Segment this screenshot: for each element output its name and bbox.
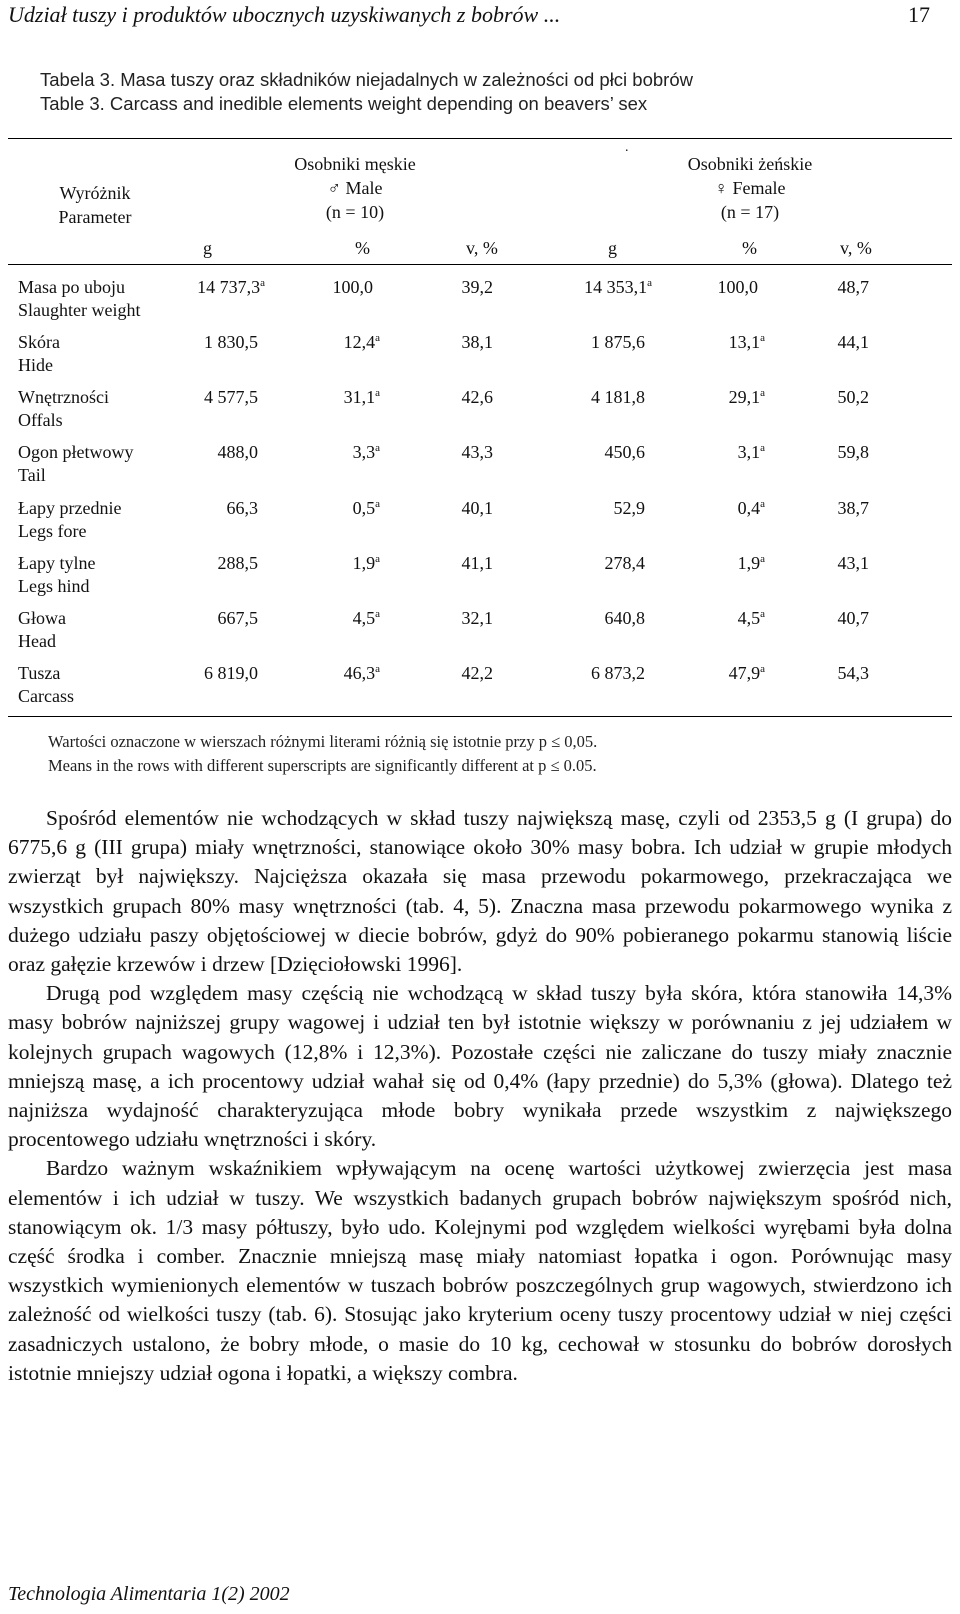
- table-cell: [204, 331, 265, 354]
- table-cell: [738, 497, 765, 520]
- cell-value: 1,9: [352, 553, 376, 573]
- table-row: [8, 386, 952, 442]
- cell-value: 13,1: [728, 332, 761, 352]
- row-label-en: Head: [18, 631, 56, 651]
- paragraph: Spośród elementów nie wchodzących w skład tuszy największą masę, czyli od 2353,5 g (I grupa) do 6775,6 g (III grupa) miały wnętrzności, stanowiące około 30% masy bobra. Ich udział w grupie młodych zwierząt był największy. Najcięższa okazała się masa przewodu pokarmowego, przekraczająca we wszystkich grupach 80% masy wnętrzności (tab. 4, 5). Znaczna masa przewodu pokarmowego wynika z dużego udziału paszy objętościowej w diecie bobrów, gdyż do 90% pobieranego pokarmu stanowią liście oraz gałęzie krzewów i drzew [Dzięciołowski 1996].: [8, 806, 952, 977]
- table-note: [48, 730, 597, 778]
- row-label-en: Hide: [18, 355, 53, 375]
- cell-value: 6 873,2: [591, 663, 645, 683]
- table-cell: [462, 552, 501, 575]
- table-cell: [462, 662, 501, 685]
- row-label: [18, 552, 95, 598]
- table-top-rule: [8, 138, 952, 139]
- paragraph: Drugą pod względem masy częścią nie wchodzącą w skład tuszy była skóra, która stanowiła 14,3% masy bobrów najniższej grupy wagowej i udział ten był istotnie większy w porównaniu z jej udziałem w kolejnych grupach wagowych (12,8% i 12,3%). Pozostałe części nie zaliczane do tuszy miały znacznie mniejszą masę, a ich procentowy udział wahał się od 0,4% (łapy przednie) do 5,3% (głowa). Dlatego też najniższa wydajność charakteryzująca młode bobry wynikała przede wszystkim z największego procentowego udziału wnętrzności i skóry.: [8, 981, 952, 1152]
- cell-value: 4,5: [352, 608, 376, 628]
- cell-value: 50,2: [837, 387, 869, 407]
- cell-value: 40,1: [461, 498, 493, 518]
- table-caption: [40, 68, 693, 116]
- table-cell: [738, 607, 765, 630]
- cell-superscript: a: [760, 498, 765, 510]
- cell-value: 100,0: [332, 277, 373, 297]
- table-cell: [218, 552, 266, 575]
- table-cell: [344, 662, 380, 685]
- cell-superscript: a: [375, 663, 380, 675]
- table-cell: [584, 276, 652, 299]
- table-cell: [729, 662, 765, 685]
- cell-superscript: a: [760, 663, 765, 675]
- cell-value: 31,1: [343, 387, 376, 407]
- row-label-pl: Wnętrzności: [18, 387, 109, 407]
- cell-value: 42,2: [461, 663, 493, 683]
- param-header: Wyróżnik Parameter: [58, 183, 132, 227]
- table-cell: [353, 441, 380, 464]
- cell-value: 66,3: [226, 498, 258, 518]
- table-cell: [729, 331, 765, 354]
- row-label-pl: Głowa: [18, 608, 66, 628]
- table-cell: [718, 276, 766, 299]
- cell-value: 41,1: [461, 553, 493, 573]
- cell-superscript: a: [375, 498, 380, 510]
- row-label-pl: Masa po uboju: [18, 277, 125, 297]
- table-cell: [605, 552, 653, 575]
- table-cell: [344, 386, 380, 409]
- table-cell: [838, 552, 877, 575]
- page-number: 17: [908, 2, 930, 27]
- table-cell: [333, 276, 381, 299]
- cell-value: 38,1: [461, 332, 493, 352]
- table-cell: [462, 386, 501, 409]
- cell-value: 1,9: [737, 553, 761, 573]
- table-cell: [197, 276, 265, 299]
- cell-superscript: a: [375, 387, 380, 399]
- row-label-pl: Łapy tylne: [18, 553, 96, 573]
- cell-superscript: a: [375, 332, 380, 344]
- row-label-pl: Tusza: [18, 663, 61, 683]
- cell-value: 48,7: [837, 277, 869, 297]
- row-label-en: Legs hind: [18, 576, 90, 596]
- cell-value: 39,2: [461, 277, 493, 297]
- cell-superscript: a: [260, 277, 265, 289]
- unit-header-v-female: v, %: [840, 238, 872, 258]
- table-cell: [838, 662, 877, 685]
- row-label-en: Offals: [18, 410, 63, 430]
- table-cell: [591, 331, 652, 354]
- cell-value: 47,9: [728, 663, 761, 683]
- cell-value: 3,3: [352, 442, 376, 462]
- cell-value: 43,3: [461, 442, 493, 462]
- caption-en: Table 3. Carcass and inedible elements weight depending on beavers’ sex: [40, 93, 648, 114]
- table-cell: [462, 331, 501, 354]
- cell-value: 43,1: [837, 553, 869, 573]
- cell-value: 1 875,6: [591, 332, 645, 352]
- table-cell: [462, 497, 501, 520]
- unit-header-pct-female: %: [742, 238, 757, 258]
- cell-value: 4,5: [737, 608, 761, 628]
- cell-value: 488,0: [217, 442, 258, 462]
- table-cell: [591, 662, 652, 685]
- cell-value: 288,5: [217, 553, 258, 573]
- unit-header-pct-male: %: [355, 238, 370, 258]
- table-cell: [353, 607, 380, 630]
- row-label-en: Tail: [18, 465, 46, 485]
- row-label-pl: Łapy przednie: [18, 498, 122, 518]
- table-row: [8, 441, 952, 497]
- row-label: [18, 386, 109, 432]
- cell-superscript: a: [760, 442, 765, 454]
- table-cell: [838, 497, 877, 520]
- cell-value: 46,3: [343, 663, 376, 683]
- table-row: [8, 662, 952, 718]
- cell-value: 0,5: [352, 498, 376, 518]
- row-label-en: Carcass: [18, 686, 74, 706]
- table-cell: [462, 276, 501, 299]
- table-cell: [218, 607, 266, 630]
- cell-value: 44,1: [837, 332, 869, 352]
- cell-superscript: a: [375, 608, 380, 620]
- journal-footer: Technologia Alimentaria 1(2) 2002: [8, 1583, 290, 1605]
- table-cell: [838, 607, 877, 630]
- table-cell: [204, 386, 265, 409]
- cell-value: 14 353,1: [584, 277, 648, 297]
- cell-value: 54,3: [837, 663, 869, 683]
- row-label-pl: Ogon płetwowy: [18, 442, 134, 462]
- table-cell: [204, 662, 265, 685]
- cell-value: 42,6: [461, 387, 493, 407]
- table-cell: [729, 386, 765, 409]
- cell-value: 1 830,5: [204, 332, 258, 352]
- row-label: [18, 497, 121, 543]
- cell-value: 667,5: [217, 608, 258, 628]
- row-label: [18, 607, 66, 653]
- unit-header-g-male: g: [203, 238, 212, 258]
- table-cell: [605, 607, 653, 630]
- cell-superscript: a: [760, 553, 765, 565]
- table-row: [8, 552, 952, 608]
- running-title: Udział tuszy i produktów ubocznych uzyskiwanych z bobrów ...: [8, 2, 561, 27]
- running-header: [8, 2, 930, 32]
- cell-value: 59,8: [837, 442, 869, 462]
- cell-value: 3,1: [737, 442, 761, 462]
- cell-superscript: a: [375, 442, 380, 454]
- cell-superscript: a: [760, 332, 765, 344]
- table-cell: [344, 331, 380, 354]
- row-label: [18, 276, 140, 322]
- cell-superscript: a: [760, 387, 765, 399]
- cell-value: 6 819,0: [204, 663, 258, 683]
- cell-value: 450,6: [604, 442, 645, 462]
- table-cell: [605, 441, 653, 464]
- female-group-header: Osobniki żeńskie ♀ Female (n = 17): [687, 154, 813, 222]
- unit-header-g-female: g: [608, 238, 617, 258]
- table-cell: [614, 497, 653, 520]
- table-row: [8, 331, 952, 387]
- note-pl: Wartości oznaczone w wierszach różnymi literami różnią się istotnie przy p ≤ 0,05.: [48, 732, 598, 751]
- caption-pl: Tabela 3. Masa tuszy oraz składników niejadalnych w zależności od płci bobrów: [40, 69, 693, 90]
- body-text: [8, 804, 952, 1388]
- paragraph: Bardzo ważnym wskaźnikiem wpływającym na ocenę wartości użytkowej zwierzęcia jest masa elementów i ich udział w tuszy. We wszystkich badanych grupach bobrów największym spośród nich, stanowiącym ok. 1/3 masy półtuszy, było udo. Kolejnymi pod względem wielkości wyrębami była dolna część środka i comber. Znacznie mniejszą masę miały natomiast łopatka i ogon. Porównując masy wszystkich wymienionych elementów w tuszach bobrów poszczególnych grup wagowych, stwierdzono ich zależność od wielkości tuszy (tab. 6). Stosując jako kryterium oceny tuszy procentowy udział w niej części zasadniczych ustalono, że bobry młode, o masie do 10 kg, cechował w stosunku do bobrów dorosłych istotnie mniejszy udział ogona i łopatki, a większy combra.: [8, 1156, 952, 1385]
- table-row: [8, 276, 952, 332]
- table-cell: [462, 607, 501, 630]
- table-cell: [227, 497, 266, 520]
- cell-superscript: a: [375, 553, 380, 565]
- unit-header-v-male: v, %: [466, 238, 498, 258]
- cell-value: 4 577,5: [204, 387, 258, 407]
- cell-value: 40,7: [837, 608, 869, 628]
- table-row: [8, 497, 952, 553]
- row-label: [18, 441, 134, 487]
- table-cell: [738, 552, 765, 575]
- cell-value: 0,4: [737, 498, 761, 518]
- table-header-rule: [8, 264, 952, 265]
- row-label-en: Slaughter weight: [18, 300, 141, 320]
- cell-value: 278,4: [604, 553, 645, 573]
- male-group-header: Osobniki męskie ♂ Male (n = 10): [294, 154, 416, 222]
- table-cell: [738, 441, 765, 464]
- table-cell: [838, 331, 877, 354]
- cell-superscript: a: [760, 608, 765, 620]
- stray-dot: .: [625, 140, 629, 155]
- note-en: Means in the rows with different superscripts are significantly different at p ≤ 0.05.: [48, 756, 597, 775]
- cell-value: 14 737,3: [197, 277, 261, 297]
- table-cell: [353, 497, 380, 520]
- table-cell: [591, 386, 652, 409]
- row-label: [18, 331, 60, 377]
- cell-value: 12,4: [343, 332, 376, 352]
- table-cell: [838, 386, 877, 409]
- cell-value: 640,8: [604, 608, 645, 628]
- table-row: [8, 607, 952, 663]
- cell-value: 38,7: [837, 498, 869, 518]
- cell-value: 29,1: [728, 387, 761, 407]
- row-label-en: Legs fore: [18, 521, 87, 541]
- row-label: [18, 662, 74, 708]
- table-cell: [218, 441, 266, 464]
- table-cell: [838, 441, 877, 464]
- table-cell: [353, 552, 380, 575]
- cell-superscript: a: [647, 277, 652, 289]
- cell-value: 100,0: [717, 277, 758, 297]
- cell-value: 52,9: [613, 498, 645, 518]
- row-label-pl: Skóra: [18, 332, 60, 352]
- table-cell: [462, 441, 501, 464]
- cell-value: 32,1: [461, 608, 493, 628]
- cell-value: 4 181,8: [591, 387, 645, 407]
- table-cell: [838, 276, 877, 299]
